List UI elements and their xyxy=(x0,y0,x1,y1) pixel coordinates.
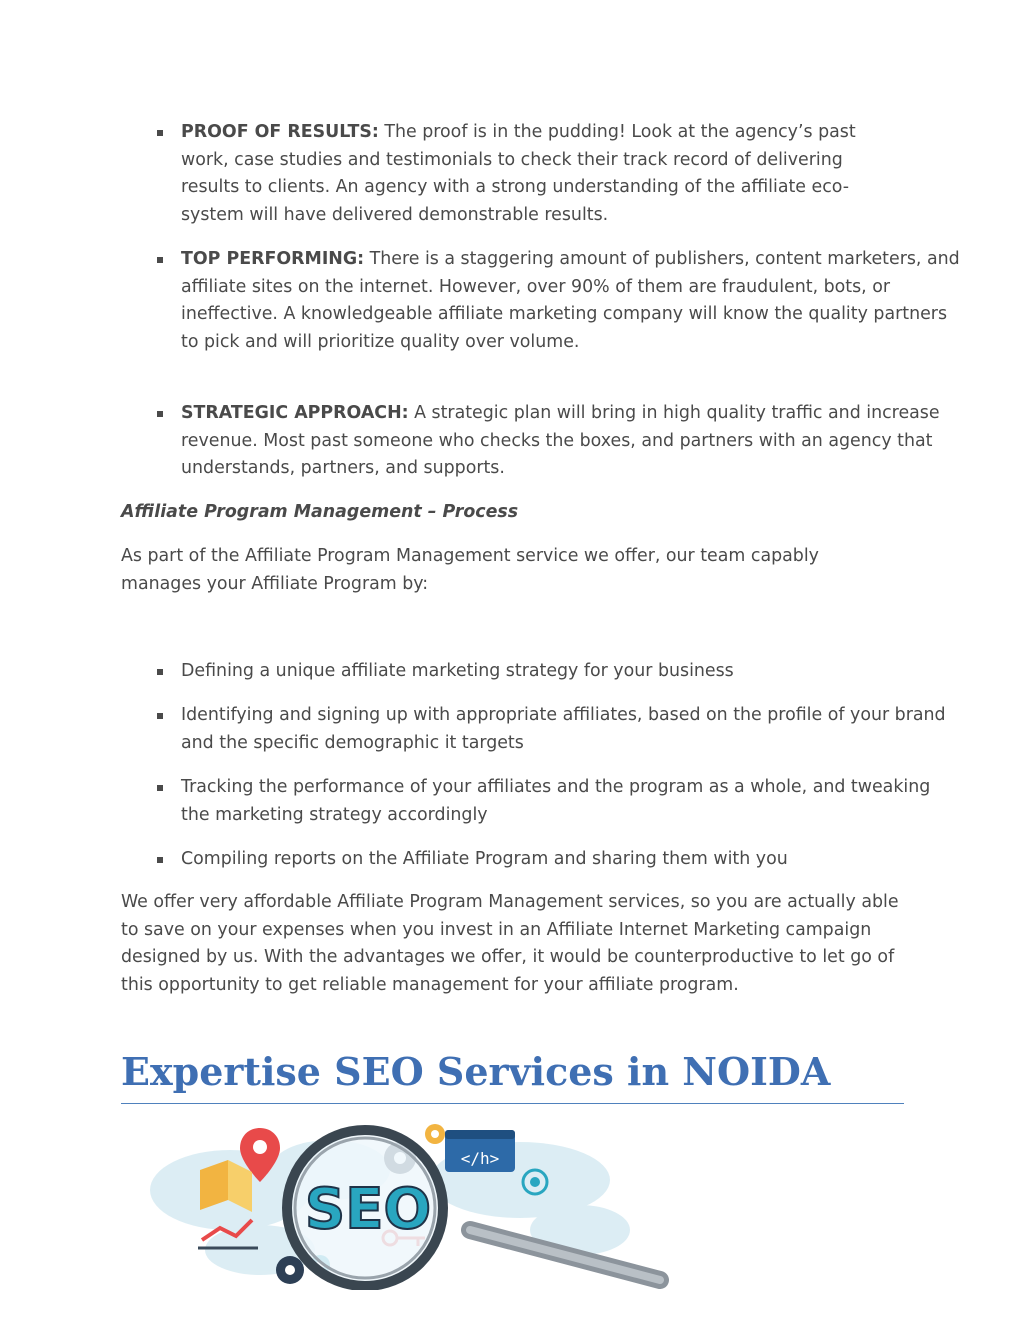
square-bullet-icon xyxy=(157,785,163,791)
bullet-strategic-approach xyxy=(121,400,964,483)
bullet-label: PROOF OF RESULTS: xyxy=(181,122,379,142)
square-bullet-icon xyxy=(157,857,163,863)
seo-illustration xyxy=(140,1120,700,1290)
intro-paragraph: As part of the Affiliate Program Management service we offer, our team capably manages your Affiliate Program by: xyxy=(121,546,819,594)
process-bullet xyxy=(121,846,964,874)
bullet-top-performing xyxy=(121,246,964,357)
process-bullet xyxy=(121,658,964,686)
results-bullet-list xyxy=(121,119,960,479)
process-bullet xyxy=(121,774,964,829)
square-bullet-icon xyxy=(157,130,163,136)
square-bullet-icon xyxy=(157,257,163,263)
process-bullet-text: Compiling reports on the Affiliate Program and sharing them with you xyxy=(181,849,788,869)
code-tag-text: </h> xyxy=(460,1149,500,1168)
square-bullet-icon xyxy=(157,713,163,719)
code-icon xyxy=(445,1130,515,1172)
bullet-text: A strategic plan will bring in high quality traffic and increase revenue. Most past someone who checks the boxes, and partners with an agency that understands, partners, and supports. xyxy=(181,403,940,479)
square-bullet-icon xyxy=(157,411,163,417)
seo-logo-text: SEO xyxy=(304,1177,432,1242)
bullet-text: There is a staggering amount of publishers, content marketers, and affiliate sites on the internet. However, over 90% of them are fraudulent, bots, or ineffective. A knowledgeable affiliate marketing company will know the quality partners to pick and will prioritize quality over volume. xyxy=(181,249,960,353)
bullet-proof-of-results xyxy=(121,119,904,230)
bullet-text: The proof is in the pudding! Look at the agency’s past work, case studies and testimonials to check their track record of delivering results to clients. An agency with a strong understanding of the affiliate eco-system will have delivered demonstrable results. xyxy=(181,122,856,226)
closing-paragraph: We offer very affordable Affiliate Program Management services, so you are actually able to save on your expenses when you invest in an Affiliate Internet Marketing campaign designed by us. With the advantages we offer, it would be counterproductive to let go of this opportunity to get reliable management for your affiliate program. xyxy=(121,892,899,996)
process-bullet-text: Defining a unique affiliate marketing strategy for your business xyxy=(181,661,734,681)
bullet-label: TOP PERFORMING: xyxy=(181,249,365,269)
main-heading: Expertise SEO Services in NOIDA xyxy=(121,1049,904,1104)
process-bullet xyxy=(121,702,964,757)
process-bullet-text: Identifying and signing up with appropriate affiliates, based on the profile of your brand and the specific demographic it targets xyxy=(181,705,946,753)
process-bullet-text: Tracking the performance of your affiliates and the program as a whole, and tweaking the marketing strategy accordingly xyxy=(181,777,931,825)
section-heading: Affiliate Program Management – Process xyxy=(121,502,519,522)
bullet-label: STRATEGIC APPROACH: xyxy=(181,403,409,423)
square-bullet-icon xyxy=(157,669,163,675)
